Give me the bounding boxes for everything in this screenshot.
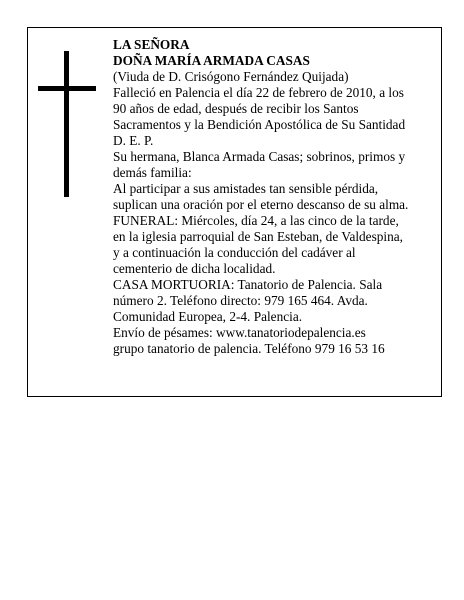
obituary-text: [113, 37, 423, 357]
mortuary-line-1: CASA MORTUORIA: Tanatorio de Palencia. Sala: [113, 277, 383, 292]
contact-line: grupo tanatorio de palencia. Teléfono 979 16 53 16: [113, 341, 385, 356]
title-line-1: LA SEÑORA: [113, 37, 190, 52]
widow-line: (Viuda de D. Crisógono Fernández Quijada): [113, 69, 349, 84]
funeral-line-2: en la iglesia parroquial de San Esteban, de Valdespina,: [113, 229, 403, 244]
rip-line: D. E. P.: [113, 133, 154, 148]
request-line-2: suplican una oración por el eterno descanso de su alma.: [113, 197, 409, 212]
death-line-1: Falleció en Palencia el día 22 de febrero de 2010, a los: [113, 85, 404, 100]
death-line-3: Sacramentos y la Bendición Apostólica de Su Santidad: [113, 117, 406, 132]
condolences-line: Envío de pésames: www.tanatoriodepalencia.es: [113, 325, 366, 340]
mortuary-line-2: número 2. Teléfono directo: 979 165 464. Avda.: [113, 293, 368, 308]
funeral-line-4: cementerio de dicha localidad.: [113, 261, 276, 276]
mortuary-line-3: Comunidad Europea, 2-4. Palencia.: [113, 309, 303, 324]
funeral-line-1: FUNERAL: Miércoles, día 24, a las cinco de la tarde,: [113, 213, 399, 228]
request-line-1: Al participar a sus amistades tan sensible pérdida,: [113, 181, 379, 196]
cross-icon: [64, 51, 69, 197]
death-line-2: 90 años de edad, después de recibir los Santos: [113, 101, 359, 116]
family-line-1: Su hermana, Blanca Armada Casas; sobrinos, primos y: [113, 149, 406, 164]
deceased-name: DOÑA MARÍA ARMADA CASAS: [113, 53, 310, 68]
funeral-line-3: y a continuación la conducción del cadáver al: [113, 245, 356, 260]
cross-icon-crossbar: [38, 86, 96, 91]
family-line-2: demás familia:: [113, 165, 192, 180]
